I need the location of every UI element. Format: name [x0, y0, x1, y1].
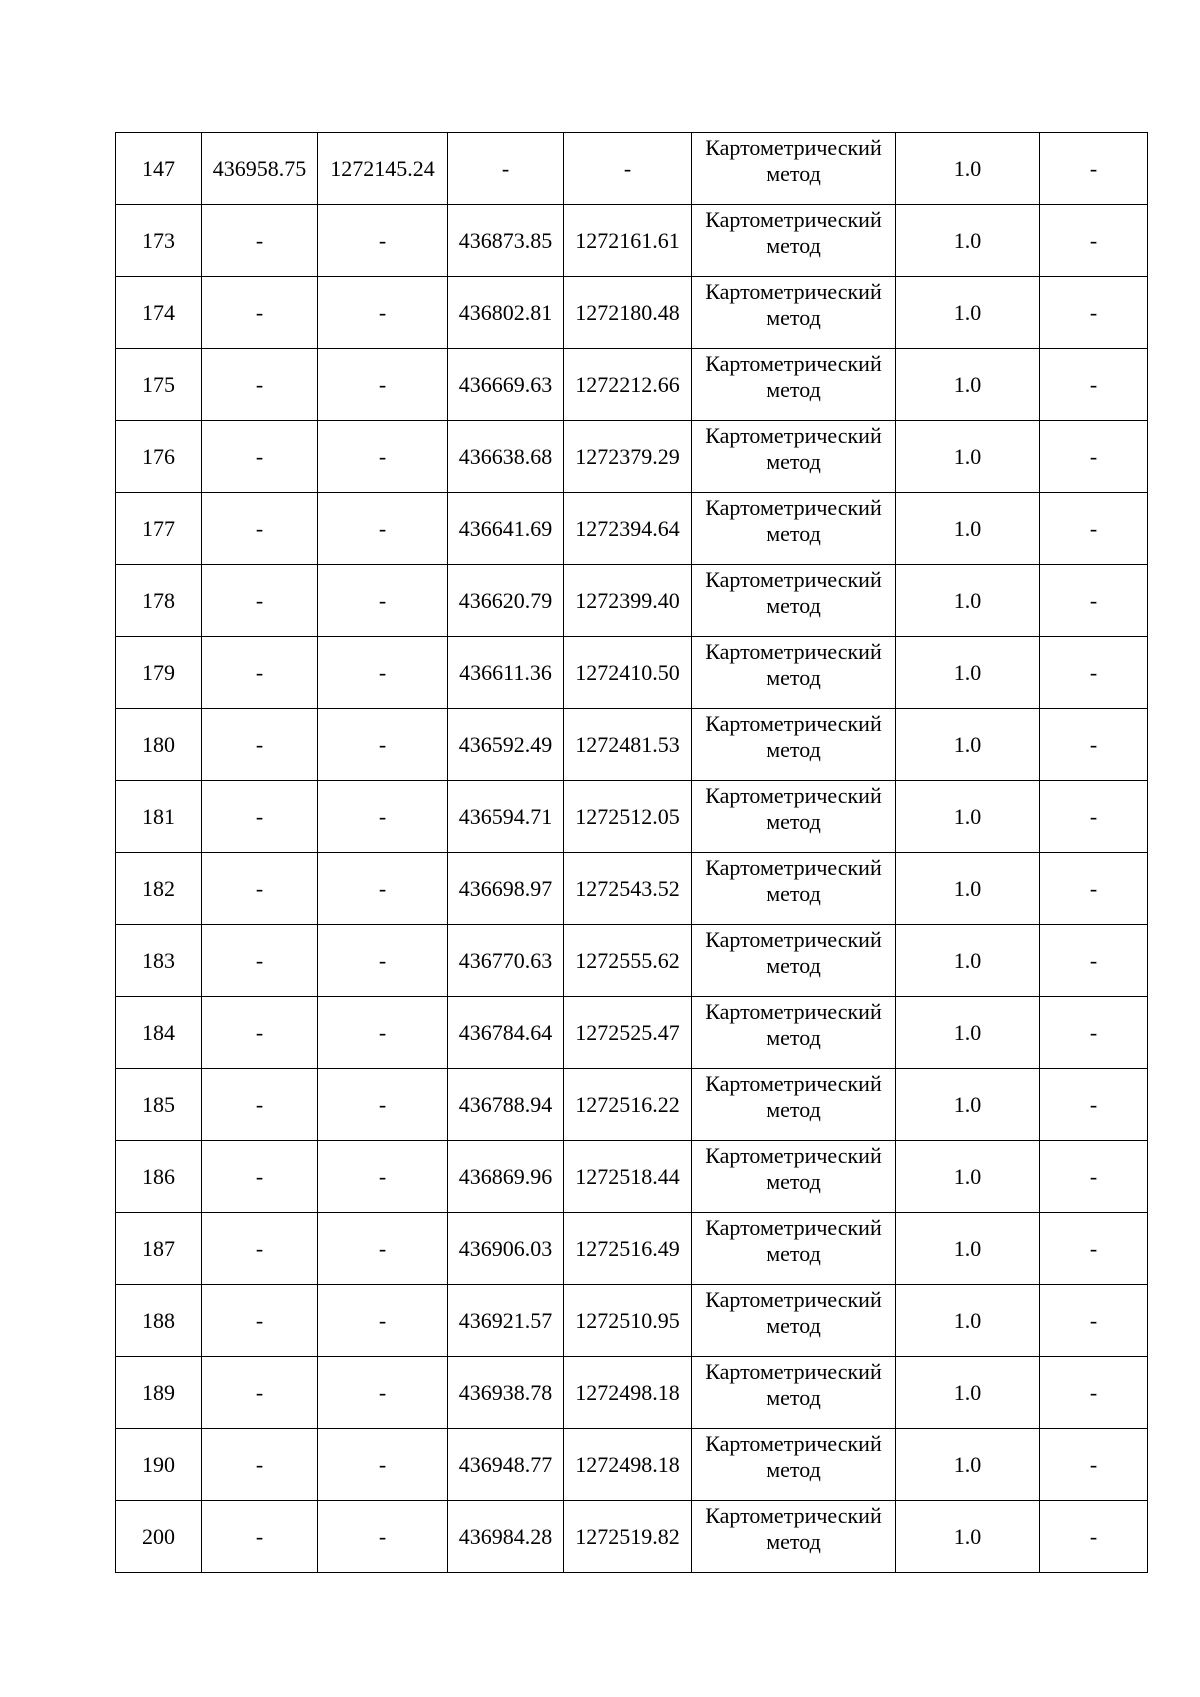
note-cell: -: [1040, 349, 1148, 421]
method-cell: [692, 1213, 896, 1285]
method-cell: [692, 1357, 896, 1429]
point-number-cell: 188: [116, 1285, 202, 1357]
y-existing-cell: -: [318, 349, 448, 421]
y-existing-cell: -: [318, 1429, 448, 1501]
note-cell: -: [1040, 1357, 1148, 1429]
method-line-1: Картометрический: [705, 1431, 882, 1456]
x-refined-cell: 436698.97: [448, 853, 564, 925]
note-cell: -: [1040, 277, 1148, 349]
y-existing-cell: 1272145.24: [318, 133, 448, 205]
accuracy-cell: 1.0: [896, 709, 1040, 781]
method-line-1: Картометрический: [705, 855, 882, 880]
method-line-2: метод: [766, 881, 821, 906]
accuracy-cell: 1.0: [896, 133, 1040, 205]
y-refined-cell: 1272498.18: [564, 1357, 692, 1429]
x-existing-cell: -: [202, 1213, 318, 1285]
accuracy-cell: 1.0: [896, 565, 1040, 637]
accuracy-cell: 1.0: [896, 1069, 1040, 1141]
table-row: [116, 781, 1148, 853]
table-row: [116, 1213, 1148, 1285]
method-line-1: Картометрический: [705, 351, 882, 376]
x-refined-cell: 436770.63: [448, 925, 564, 997]
x-refined-cell: 436611.36: [448, 637, 564, 709]
y-existing-cell: -: [318, 925, 448, 997]
y-refined-cell: 1272180.48: [564, 277, 692, 349]
point-number-cell: 185: [116, 1069, 202, 1141]
point-number-cell: 186: [116, 1141, 202, 1213]
y-refined-cell: 1272212.66: [564, 349, 692, 421]
method-line-1: Картометрический: [705, 1143, 882, 1168]
note-cell: -: [1040, 637, 1148, 709]
x-existing-cell: -: [202, 925, 318, 997]
y-existing-cell: -: [318, 997, 448, 1069]
x-refined-cell: 436921.57: [448, 1285, 564, 1357]
method-line-1: Картометрический: [705, 927, 882, 952]
y-existing-cell: -: [318, 1213, 448, 1285]
point-number-cell: 187: [116, 1213, 202, 1285]
y-existing-cell: -: [318, 565, 448, 637]
x-refined-cell: 436938.78: [448, 1357, 564, 1429]
table-row: [116, 1357, 1148, 1429]
method-cell: [692, 1141, 896, 1213]
x-existing-cell: -: [202, 493, 318, 565]
note-cell: -: [1040, 1069, 1148, 1141]
point-number-cell: 183: [116, 925, 202, 997]
x-refined-cell: -: [448, 133, 564, 205]
method-cell: [692, 565, 896, 637]
x-refined-cell: 436873.85: [448, 205, 564, 277]
note-cell: -: [1040, 1213, 1148, 1285]
y-refined-cell: -: [564, 133, 692, 205]
accuracy-cell: 1.0: [896, 925, 1040, 997]
method-line-1: Картометрический: [705, 783, 882, 808]
method-line-1: Картометрический: [705, 1359, 882, 1384]
y-existing-cell: -: [318, 277, 448, 349]
x-existing-cell: -: [202, 349, 318, 421]
y-existing-cell: -: [318, 493, 448, 565]
x-existing-cell: -: [202, 637, 318, 709]
y-refined-cell: 1272510.95: [564, 1285, 692, 1357]
accuracy-cell: 1.0: [896, 349, 1040, 421]
table-row: [116, 1429, 1148, 1501]
y-existing-cell: -: [318, 781, 448, 853]
x-existing-cell: -: [202, 1429, 318, 1501]
point-number-cell: 189: [116, 1357, 202, 1429]
note-cell: -: [1040, 133, 1148, 205]
point-number-cell: 182: [116, 853, 202, 925]
x-existing-cell: -: [202, 1141, 318, 1213]
y-existing-cell: -: [318, 1069, 448, 1141]
method-line-1: Картометрический: [705, 423, 882, 448]
method-line-2: метод: [766, 377, 821, 402]
note-cell: -: [1040, 1501, 1148, 1573]
note-cell: -: [1040, 853, 1148, 925]
method-line-2: метод: [766, 1457, 821, 1482]
point-number-cell: 190: [116, 1429, 202, 1501]
x-refined-cell: 436802.81: [448, 277, 564, 349]
table-row: [116, 853, 1148, 925]
x-existing-cell: -: [202, 421, 318, 493]
method-line-2: метод: [766, 1385, 821, 1410]
y-refined-cell: 1272516.49: [564, 1213, 692, 1285]
y-refined-cell: 1272481.53: [564, 709, 692, 781]
y-refined-cell: 1272519.82: [564, 1501, 692, 1573]
accuracy-cell: 1.0: [896, 781, 1040, 853]
point-number-cell: 176: [116, 421, 202, 493]
note-cell: -: [1040, 493, 1148, 565]
method-line-1: Картометрический: [705, 1503, 882, 1528]
table-row: [116, 1285, 1148, 1357]
x-refined-cell: 436594.71: [448, 781, 564, 853]
method-line-2: метод: [766, 449, 821, 474]
accuracy-cell: 1.0: [896, 421, 1040, 493]
x-refined-cell: 436948.77: [448, 1429, 564, 1501]
method-line-1: Картометрический: [705, 495, 882, 520]
table-row: [116, 1501, 1148, 1573]
method-cell: [692, 493, 896, 565]
method-cell: [692, 1069, 896, 1141]
table-row: [116, 349, 1148, 421]
method-line-1: Картометрический: [705, 279, 882, 304]
method-line-2: метод: [766, 521, 821, 546]
y-existing-cell: -: [318, 709, 448, 781]
y-refined-cell: 1272516.22: [564, 1069, 692, 1141]
point-number-cell: 177: [116, 493, 202, 565]
method-line-1: Картометрический: [705, 135, 882, 160]
y-refined-cell: 1272512.05: [564, 781, 692, 853]
table-row: [116, 133, 1148, 205]
method-cell: [692, 421, 896, 493]
y-existing-cell: -: [318, 1141, 448, 1213]
y-refined-cell: 1272525.47: [564, 997, 692, 1069]
method-cell: [692, 853, 896, 925]
method-line-2: метод: [766, 1097, 821, 1122]
point-number-cell: 173: [116, 205, 202, 277]
method-line-2: метод: [766, 1169, 821, 1194]
method-line-2: метод: [766, 233, 821, 258]
y-existing-cell: -: [318, 1285, 448, 1357]
note-cell: -: [1040, 1429, 1148, 1501]
method-line-2: метод: [766, 1529, 821, 1554]
y-refined-cell: 1272410.50: [564, 637, 692, 709]
method-line-1: Картометрический: [705, 639, 882, 664]
x-existing-cell: -: [202, 853, 318, 925]
y-existing-cell: -: [318, 205, 448, 277]
x-existing-cell: -: [202, 1069, 318, 1141]
table-row: [116, 421, 1148, 493]
method-cell: [692, 781, 896, 853]
method-line-2: метод: [766, 1025, 821, 1050]
note-cell: -: [1040, 997, 1148, 1069]
method-line-1: Картометрический: [705, 1071, 882, 1096]
method-line-2: метод: [766, 1241, 821, 1266]
y-existing-cell: -: [318, 1501, 448, 1573]
y-refined-cell: 1272394.64: [564, 493, 692, 565]
accuracy-cell: 1.0: [896, 1429, 1040, 1501]
method-cell: [692, 997, 896, 1069]
table-row: [116, 1069, 1148, 1141]
point-number-cell: 181: [116, 781, 202, 853]
x-existing-cell: -: [202, 1285, 318, 1357]
x-existing-cell: -: [202, 781, 318, 853]
method-cell: [692, 349, 896, 421]
point-number-cell: 174: [116, 277, 202, 349]
point-number-cell: 178: [116, 565, 202, 637]
method-line-1: Картометрический: [705, 711, 882, 736]
y-refined-cell: 1272379.29: [564, 421, 692, 493]
x-existing-cell: -: [202, 1357, 318, 1429]
method-cell: [692, 637, 896, 709]
method-line-1: Картометрический: [705, 999, 882, 1024]
accuracy-cell: 1.0: [896, 1141, 1040, 1213]
point-number-cell: 147: [116, 133, 202, 205]
x-refined-cell: 436669.63: [448, 349, 564, 421]
table-row: [116, 277, 1148, 349]
table-row: [116, 709, 1148, 781]
table-row: [116, 637, 1148, 709]
y-existing-cell: -: [318, 1357, 448, 1429]
method-cell: [692, 709, 896, 781]
x-refined-cell: 436638.68: [448, 421, 564, 493]
accuracy-cell: 1.0: [896, 637, 1040, 709]
method-line-1: Картометрический: [705, 567, 882, 592]
method-line-1: Картометрический: [705, 1215, 882, 1240]
method-cell: [692, 1501, 896, 1573]
method-line-2: метод: [766, 953, 821, 978]
note-cell: -: [1040, 565, 1148, 637]
y-refined-cell: 1272543.52: [564, 853, 692, 925]
x-existing-cell: 436958.75: [202, 133, 318, 205]
method-line-2: метод: [766, 161, 821, 186]
x-refined-cell: 436869.96: [448, 1141, 564, 1213]
y-existing-cell: -: [318, 637, 448, 709]
point-number-cell: 179: [116, 637, 202, 709]
y-refined-cell: 1272161.61: [564, 205, 692, 277]
method-cell: [692, 1429, 896, 1501]
note-cell: -: [1040, 1141, 1148, 1213]
coordinates-table: [115, 132, 1148, 1573]
method-cell: [692, 925, 896, 997]
x-refined-cell: 436620.79: [448, 565, 564, 637]
accuracy-cell: 1.0: [896, 1213, 1040, 1285]
method-line-1: Картометрический: [705, 1287, 882, 1312]
x-refined-cell: 436906.03: [448, 1213, 564, 1285]
y-existing-cell: -: [318, 853, 448, 925]
accuracy-cell: 1.0: [896, 1285, 1040, 1357]
method-cell: [692, 1285, 896, 1357]
y-refined-cell: 1272518.44: [564, 1141, 692, 1213]
method-cell: [692, 277, 896, 349]
method-line-2: метод: [766, 665, 821, 690]
x-refined-cell: 436784.64: [448, 997, 564, 1069]
x-existing-cell: -: [202, 1501, 318, 1573]
y-refined-cell: 1272555.62: [564, 925, 692, 997]
table-row: [116, 997, 1148, 1069]
table-row: [116, 1141, 1148, 1213]
method-line-1: Картометрический: [705, 207, 882, 232]
note-cell: -: [1040, 709, 1148, 781]
x-refined-cell: 436592.49: [448, 709, 564, 781]
table-body: [116, 133, 1148, 1573]
method-line-2: метод: [766, 305, 821, 330]
table-row: [116, 925, 1148, 997]
point-number-cell: 180: [116, 709, 202, 781]
method-line-2: метод: [766, 737, 821, 762]
y-refined-cell: 1272399.40: [564, 565, 692, 637]
point-number-cell: 184: [116, 997, 202, 1069]
point-number-cell: 200: [116, 1501, 202, 1573]
method-cell: [692, 133, 896, 205]
method-cell: [692, 205, 896, 277]
accuracy-cell: 1.0: [896, 853, 1040, 925]
x-existing-cell: -: [202, 709, 318, 781]
accuracy-cell: 1.0: [896, 1357, 1040, 1429]
y-refined-cell: 1272498.18: [564, 1429, 692, 1501]
accuracy-cell: 1.0: [896, 997, 1040, 1069]
x-existing-cell: -: [202, 997, 318, 1069]
method-line-2: метод: [766, 593, 821, 618]
table-row: [116, 205, 1148, 277]
note-cell: -: [1040, 781, 1148, 853]
method-line-2: метод: [766, 1313, 821, 1338]
accuracy-cell: 1.0: [896, 277, 1040, 349]
table-row: [116, 493, 1148, 565]
note-cell: -: [1040, 1285, 1148, 1357]
accuracy-cell: 1.0: [896, 205, 1040, 277]
x-existing-cell: -: [202, 277, 318, 349]
note-cell: -: [1040, 925, 1148, 997]
x-existing-cell: -: [202, 565, 318, 637]
x-refined-cell: 436641.69: [448, 493, 564, 565]
point-number-cell: 175: [116, 349, 202, 421]
x-refined-cell: 436984.28: [448, 1501, 564, 1573]
accuracy-cell: 1.0: [896, 493, 1040, 565]
table-row: [116, 565, 1148, 637]
note-cell: -: [1040, 421, 1148, 493]
y-existing-cell: -: [318, 421, 448, 493]
x-refined-cell: 436788.94: [448, 1069, 564, 1141]
method-line-2: метод: [766, 809, 821, 834]
x-existing-cell: -: [202, 205, 318, 277]
note-cell: -: [1040, 205, 1148, 277]
accuracy-cell: 1.0: [896, 1501, 1040, 1573]
